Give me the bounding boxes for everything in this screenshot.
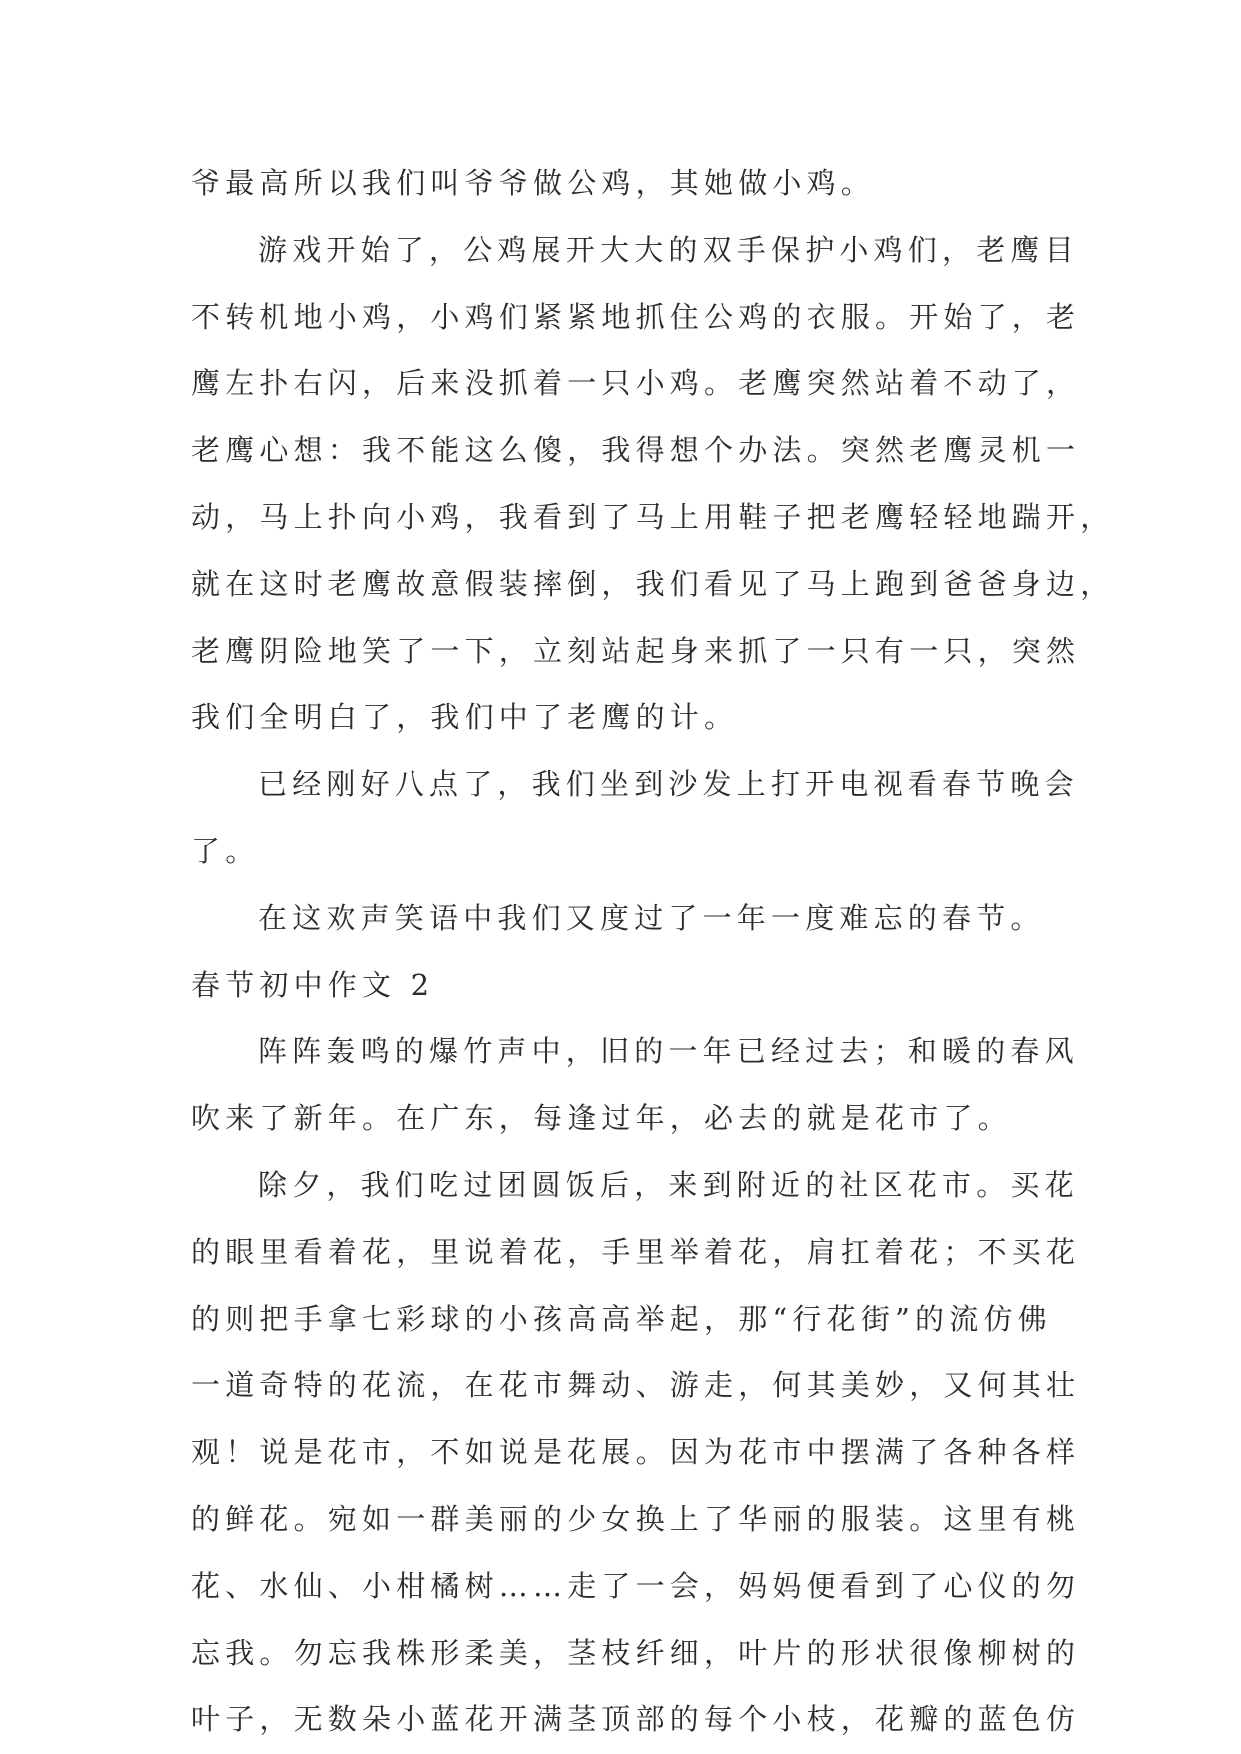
text-line: 老鹰心想：我不能这么傻，我得想个办法。突然老鹰灵机一 bbox=[191, 433, 1081, 468]
text-line: 阵阵轰鸣的爆竹声中，旧的一年已经过去；和暖的春风 bbox=[258, 1034, 1079, 1069]
text-line: 我们全明白了，我们中了老鹰的计。 bbox=[191, 700, 739, 735]
text-line: 的则把手拿七彩球的小孩高高举起，那“行花街”的流仿佛 bbox=[191, 1301, 1052, 1336]
text-line: 吹来了新年。在广东，每逢过年，必去的就是花市了。 bbox=[191, 1101, 1012, 1136]
document-body bbox=[191, 150, 1115, 1753]
text-line: 的鲜花。宛如一群美丽的少女换上了华丽的服装。这里有桃 bbox=[191, 1501, 1081, 1536]
text-line: 除夕，我们吃过团圆饭后，来到附近的社区花市。买花 bbox=[258, 1167, 1079, 1202]
section-heading: 春节初中作文 2 bbox=[191, 967, 435, 1002]
text-line: 就在这时老鹰故意假装摔倒，我们看见了马上跑到爸爸身边， bbox=[191, 566, 1115, 601]
text-line: 在这欢声笑语中我们又度过了一年一度难忘的春节。 bbox=[258, 900, 1045, 935]
text-line: 一道奇特的花流，在花市舞动、游走，何其美妙，又何其壮 bbox=[191, 1368, 1081, 1403]
text-line: 动，马上扑向小鸡，我看到了马上用鞋子把老鹰轻轻地踹开， bbox=[191, 499, 1115, 534]
text-line: 已经刚好八点了，我们坐到沙发上打开电视看春节晚会 bbox=[258, 767, 1079, 802]
text-line: 鹰左扑右闪，后来没抓着一只小鸡。老鹰突然站着不动了， bbox=[191, 366, 1081, 401]
text-line: 游戏开始了，公鸡展开大大的双手保护小鸡们，老鹰目 bbox=[258, 232, 1079, 267]
text-line: 的眼里看着花，里说着花，手里举着花，肩扛着花；不买花 bbox=[191, 1234, 1081, 1269]
text-line: 不转机地小鸡，小鸡们紧紧地抓住公鸡的衣服。开始了，老 bbox=[191, 299, 1081, 334]
text-line: 观！说是花市，不如说是花展。因为花市中摆满了各种各样 bbox=[191, 1435, 1081, 1470]
text-line: 花、水仙、小柑橘树……走了一会，妈妈便看到了心仪的勿 bbox=[191, 1568, 1081, 1603]
text-line: 爷最高所以我们叫爷爷做公鸡，其她做小鸡。 bbox=[191, 166, 876, 200]
text-line: 叶子，无数朵小蓝花开满茎顶部的每个小枝，花瓣的蓝色仿 bbox=[191, 1702, 1081, 1737]
text-line: 了。 bbox=[191, 833, 260, 868]
text-line: 老鹰阴险地笑了一下，立刻站起身来抓了一只有一只，突然 bbox=[191, 633, 1081, 668]
text-line: 忘我。勿忘我株形柔美，茎枝纤细，叶片的形状很像柳树的 bbox=[191, 1635, 1081, 1670]
